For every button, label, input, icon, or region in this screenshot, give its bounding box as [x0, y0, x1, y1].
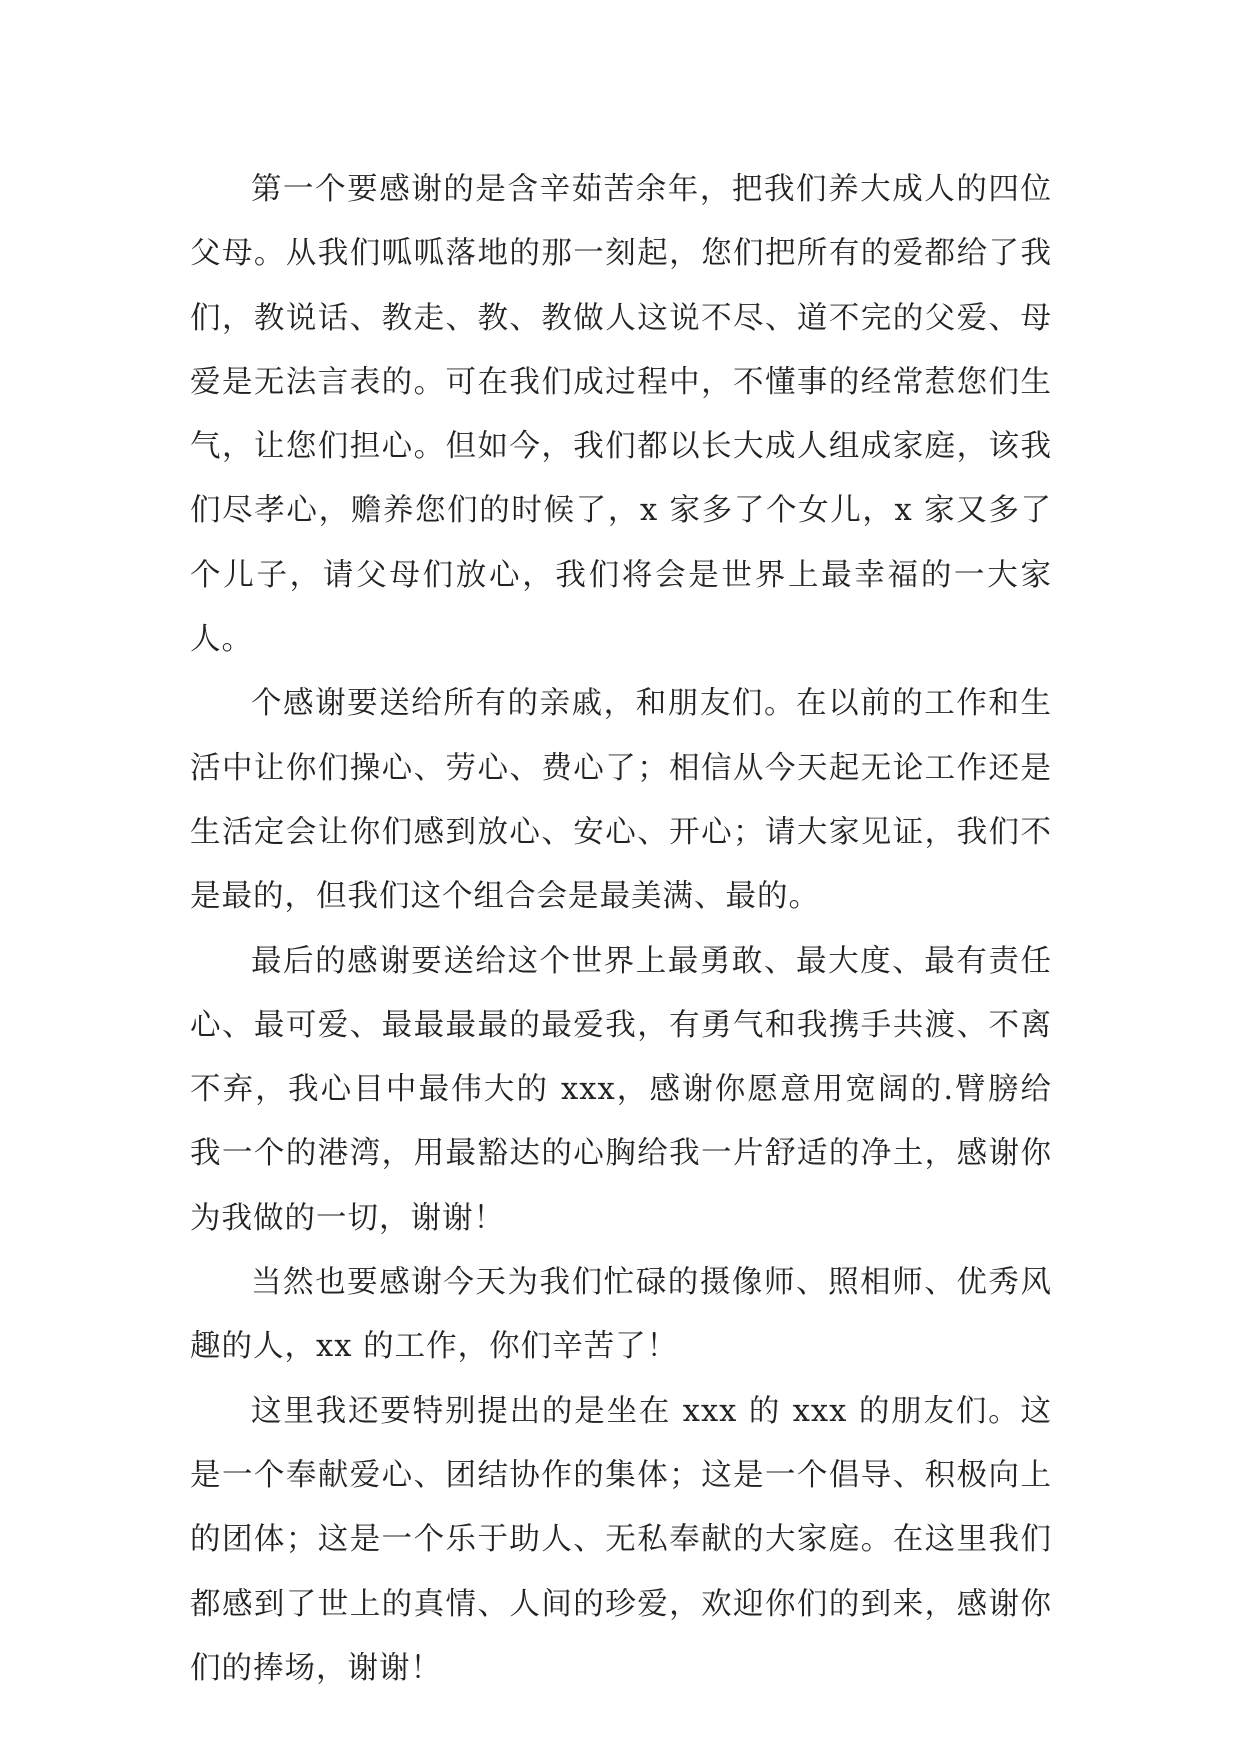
paragraph-thanks-parents: 第一个要感谢的是含辛茹苦余年，把我们养大成人的四位父母。从我们呱呱落地的那一刻起，您们把所有的爱都给了我们，教说话、教走、教、教做人这说不尽、道不完的父爱、母爱是无法言表的。可在我们成过程中，不懂事的经常惹您们生气，让您们担心。但如今，我们都以长大成人组成家庭，该我们尽孝心，赡养您们的时候了，x 家多了个女儿，x 家又多了个儿子，请父母们放心，我们将会是世界上最幸福的一大家人。 — [190, 172, 1052, 658]
paragraph-thanks-staff: 当然也要感谢今天为我们忙碌的摄像师、照相师、优秀风趣的人，xx 的工作，你们辛苦了！ — [190, 1265, 1052, 1365]
paragraph-thanks-spouse: 最后的感谢要送给这个世界上最勇敢、最大度、最有责任心、最可爱、最最最最的最爱我，有勇气和我携手共渡、不离不弃，我心目中最伟大的 xxx，感谢你愿意用宽阔的.臂膀给我一个的港湾，用最豁达的心胸给我一片舒适的净土，感谢你为我做的一切，谢谢！ — [190, 943, 1052, 1236]
document-body — [190, 158, 1052, 1701]
paragraph-thanks-relatives-friends: 个感谢要送给所有的亲戚，和朋友们。在以前的工作和生活中让你们操心、劳心、费心了；相信从今天起无论工作还是生活定会让你们感到放心、安心、开心；请大家见证，我们不是最的，但我们这个组合会是最美满、最的。 — [190, 686, 1052, 915]
paragraph-thanks-guests: 这里我还要特别提出的是坐在 xxx 的 xxx 的朋友们。这是一个奉献爱心、团结协作的集体；这是一个倡导、积极向上的团体；这是一个乐于助人、无私奉献的大家庭。在这里我们都感到了世上的真情、人间的珍爱，欢迎你们的到来，感谢你们的捧场，谢谢！ — [190, 1393, 1052, 1686]
